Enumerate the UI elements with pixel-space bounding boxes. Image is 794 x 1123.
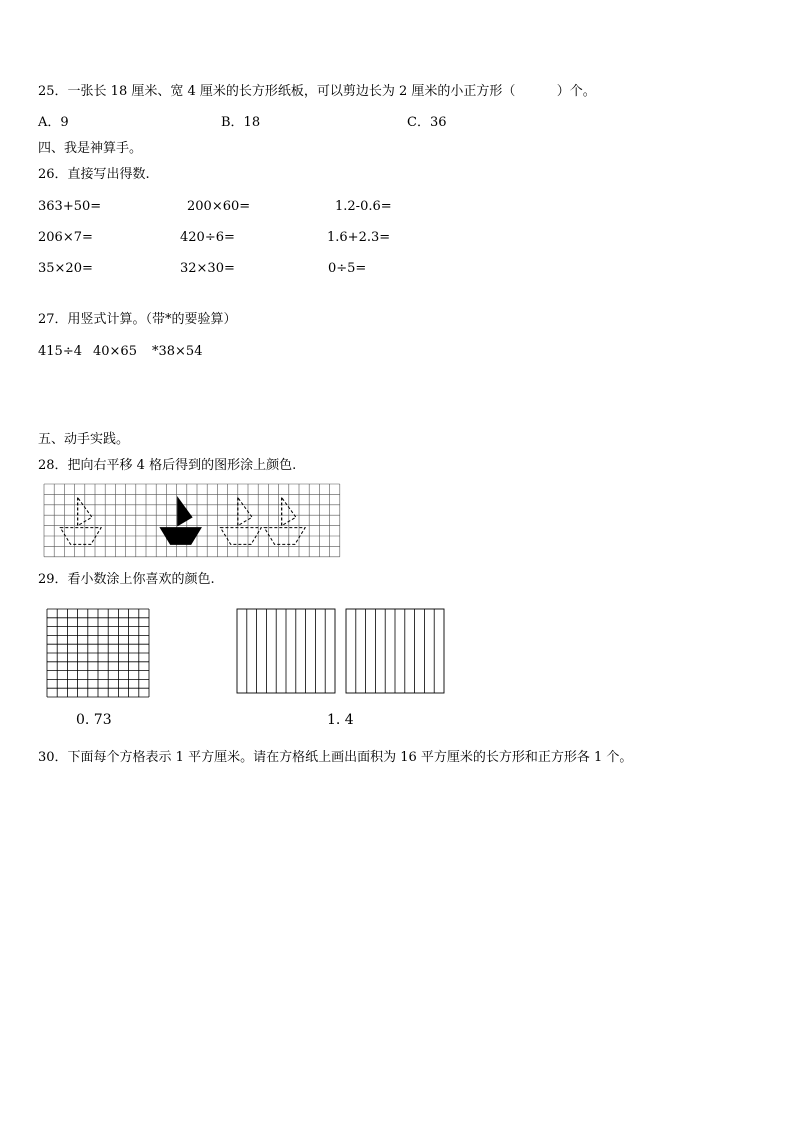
option-c: C．36: [407, 115, 447, 130]
hundred-square-grid: [46, 608, 150, 698]
calc-item: 35×20=: [38, 261, 93, 276]
question-28-stem: 28．把向右平移 4 格后得到的图形涂上颜色.: [38, 458, 297, 473]
calc-item: 32×30=: [180, 261, 235, 276]
option-a: A．9: [38, 115, 69, 130]
calc-item: 363+50=: [38, 199, 102, 214]
calc-item: 0÷5=: [328, 261, 367, 276]
question-25-stem: 25．一张长 18 厘米、宽 4 厘米的长方形纸板，可以剪边长为 2 厘米的小正方形（ ）个。: [38, 84, 596, 99]
calc-item: 206×7=: [38, 230, 93, 245]
vertical-calc-item: *38×54: [152, 344, 203, 359]
calc-item: 420÷6=: [180, 230, 235, 245]
tenths-strip-grid: [236, 608, 336, 694]
grid-lines: [44, 484, 340, 557]
question-27-stem: 27．用竖式计算。（带*的要验算）: [38, 312, 237, 327]
calc-item: 1.2-0.6=: [335, 199, 392, 214]
decimal-label: 1. 4: [327, 712, 354, 728]
option-b: B．18: [221, 115, 261, 130]
calc-item: 1.6+2.3=: [327, 230, 391, 245]
calc-item: 200×60=: [187, 199, 251, 214]
question-29-stem: 29．看小数涂上你喜欢的颜色.: [38, 572, 215, 587]
question-30-stem: 30．下面每个方格表示 1 平方厘米。请在方格纸上画出面积为 16 平方厘米的长方形和正方形各 1 个。: [38, 750, 633, 765]
sail-shape: [238, 498, 252, 526]
section-5-title: 五、动手实践。: [38, 432, 130, 447]
tenths-strip-grid: [345, 608, 445, 694]
section-4-title: 四、我是神算手。: [38, 141, 143, 156]
sail-shape: [178, 498, 192, 526]
vertical-calc-item: 415÷4: [38, 344, 82, 359]
question-26-stem: 26．直接写出得数.: [38, 167, 150, 182]
vertical-calc-item: 40×65: [93, 344, 137, 359]
boat-translation-grid: [44, 484, 334, 559]
decimal-label: 0. 73: [76, 712, 112, 728]
